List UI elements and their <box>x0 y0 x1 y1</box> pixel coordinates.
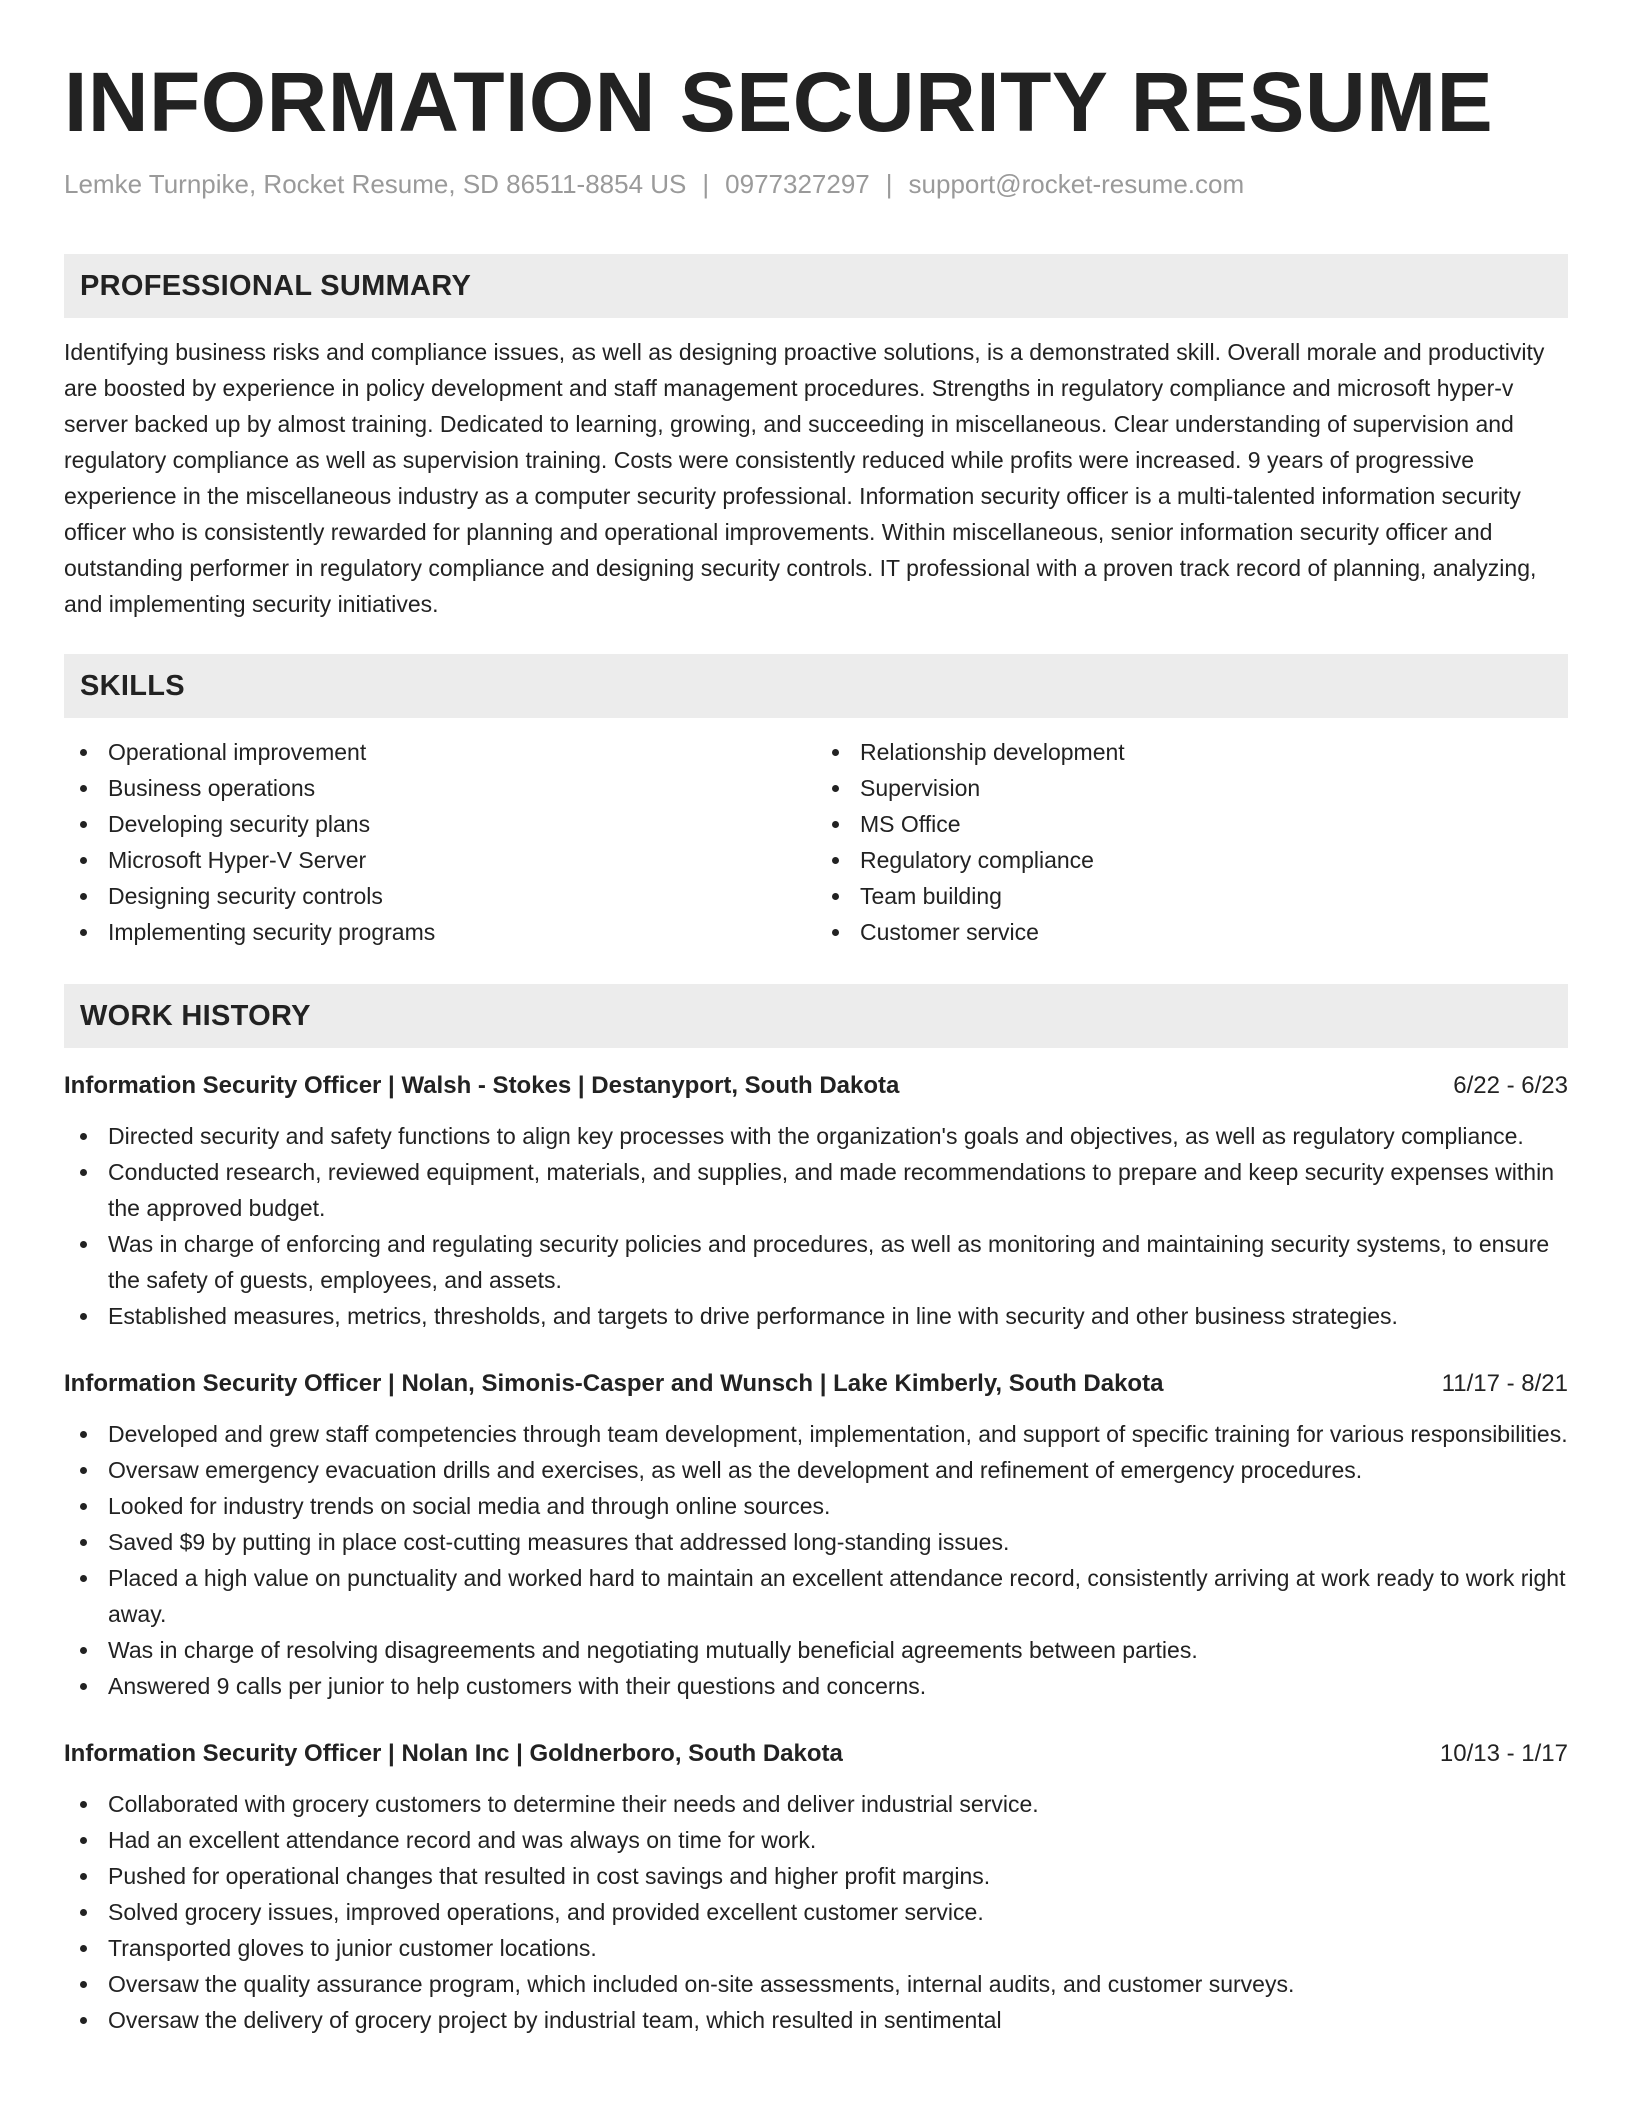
job-entry <box>64 1068 1568 1334</box>
job-entry <box>64 1736 1568 2038</box>
contact-address: Lemke Turnpike, Rocket Resume, SD 86511-8854 US <box>64 169 687 199</box>
skill-item: Team building <box>816 878 1568 914</box>
job-bullet: Had an excellent attendance record and was always on time for work. <box>64 1822 1568 1858</box>
skill-item: Customer service <box>816 914 1568 950</box>
contact-email: support@rocket-resume.com <box>908 169 1245 199</box>
job-header <box>64 1068 1568 1104</box>
job-title: Information Security Officer | Nolan, Simonis-Casper and Wunsch | Lake Kimberly, South Dakota <box>64 1370 1164 1397</box>
skill-item: Operational improvement <box>64 734 816 770</box>
job-bullet: Solved grocery issues, improved operations, and provided excellent customer service. <box>64 1894 1568 1930</box>
skills-heading: SKILLS <box>64 654 1568 718</box>
summary-text: Identifying business risks and compliance issues, as well as designing proactive solutions, is a demonstrated skill. Overall morale and productivity are boosted by experience in policy development and staff management procedures. Strengths in regulatory compliance and microsoft hyper-v server backed up by almost training. Dedicated to learning, growing, and succeeding in miscellaneous. Clear understanding of supervision and regulatory compliance as well as supervision training. Costs were consistently reduced while profits were increased. 9 years of progressive experience in the miscellaneous industry as a computer security professional. Information security officer is a multi-talented information security officer who is consistently rewarded for planning and operational improvements. Within miscellaneous, senior information security officer and outstanding performer in regulatory compliance and designing security controls. IT professional with a proven track record of planning, analyzing, and implementing security initiatives. <box>64 339 1545 617</box>
contact-separator: | <box>702 169 710 199</box>
work-history-heading: WORK HISTORY <box>64 984 1568 1048</box>
job-bullet: Developed and grew staff competencies through team development, implementation, and support of specific training for various responsibilities. <box>64 1416 1568 1452</box>
job-bullet: Answered 9 calls per junior to help customers with their questions and concerns. <box>64 1668 1568 1704</box>
job-bullet: Oversaw the quality assurance program, which included on-site assessments, internal audits, and customer surveys. <box>64 1966 1568 2002</box>
skills-right-column <box>816 734 1568 950</box>
summary-heading: PROFESSIONAL SUMMARY <box>64 254 1568 318</box>
job-bullet: Collaborated with grocery customers to determine their needs and deliver industrial service. <box>64 1786 1568 1822</box>
job-bullet: Transported gloves to junior customer locations. <box>64 1930 1568 1966</box>
resume-title: INFORMATION SECURITY RESUME <box>64 55 1494 149</box>
job-dates: 6/22 - 6/23 <box>1453 1072 1568 1099</box>
job-bullet: Pushed for operational changes that resulted in cost savings and higher profit margins. <box>64 1858 1568 1894</box>
skill-item: Supervision <box>816 770 1568 806</box>
job-bullet: Directed security and safety functions to align key processes with the organization's goals and objectives, as well as regulatory compliance. <box>64 1118 1568 1154</box>
skills-grid <box>64 734 1568 950</box>
job-bullet: Was in charge of enforcing and regulating security policies and procedures, as well as monitoring and maintaining security systems, to ensure the safety of guests, employees, and assets. <box>64 1226 1568 1298</box>
job-dates: 11/17 - 8/21 <box>1441 1370 1568 1397</box>
job-bullet: Oversaw the delivery of grocery project by industrial team, which resulted in sentimental <box>64 2002 1568 2038</box>
skill-item: Regulatory compliance <box>816 842 1568 878</box>
job-bullets <box>64 1786 1568 2038</box>
job-bullet: Established measures, metrics, thresholds, and targets to drive performance in line with security and other business strategies. <box>64 1298 1568 1334</box>
job-bullets <box>64 1118 1568 1334</box>
contact-line <box>64 166 1568 202</box>
job-title: Information Security Officer | Walsh - Stokes | Destanyport, South Dakota <box>64 1072 900 1099</box>
skill-item: MS Office <box>816 806 1568 842</box>
job-bullet: Oversaw emergency evacuation drills and exercises, as well as the development and refinement of emergency procedures. <box>64 1452 1568 1488</box>
skill-item: Relationship development <box>816 734 1568 770</box>
job-header <box>64 1736 1568 1772</box>
skill-item: Implementing security programs <box>64 914 816 950</box>
job-header <box>64 1366 1568 1402</box>
job-bullet: Looked for industry trends on social media and through online sources. <box>64 1488 1568 1524</box>
job-bullet: Placed a high value on punctuality and worked hard to maintain an excellent attendance record, consistently arriving at work ready to work right away. <box>64 1560 1568 1632</box>
contact-separator: | <box>885 169 893 199</box>
contact-phone: 0977327297 <box>725 169 870 199</box>
skills-left-column <box>64 734 816 950</box>
job-entry <box>64 1366 1568 1704</box>
skill-item: Developing security plans <box>64 806 816 842</box>
skill-item: Business operations <box>64 770 816 806</box>
job-bullet: Conducted research, reviewed equipment, materials, and supplies, and made recommendations to prepare and keep security expenses within the approved budget. <box>64 1154 1568 1226</box>
skill-item: Designing security controls <box>64 878 816 914</box>
skill-item: Microsoft Hyper-V Server <box>64 842 816 878</box>
job-bullet: Was in charge of resolving disagreements and negotiating mutually beneficial agreements between parties. <box>64 1632 1568 1668</box>
job-bullet: Saved $9 by putting in place cost-cutting measures that addressed long-standing issues. <box>64 1524 1568 1560</box>
job-dates: 10/13 - 1/17 <box>1439 1740 1568 1767</box>
job-bullets <box>64 1416 1568 1704</box>
job-title: Information Security Officer | Nolan Inc | Goldnerboro, South Dakota <box>64 1740 843 1767</box>
